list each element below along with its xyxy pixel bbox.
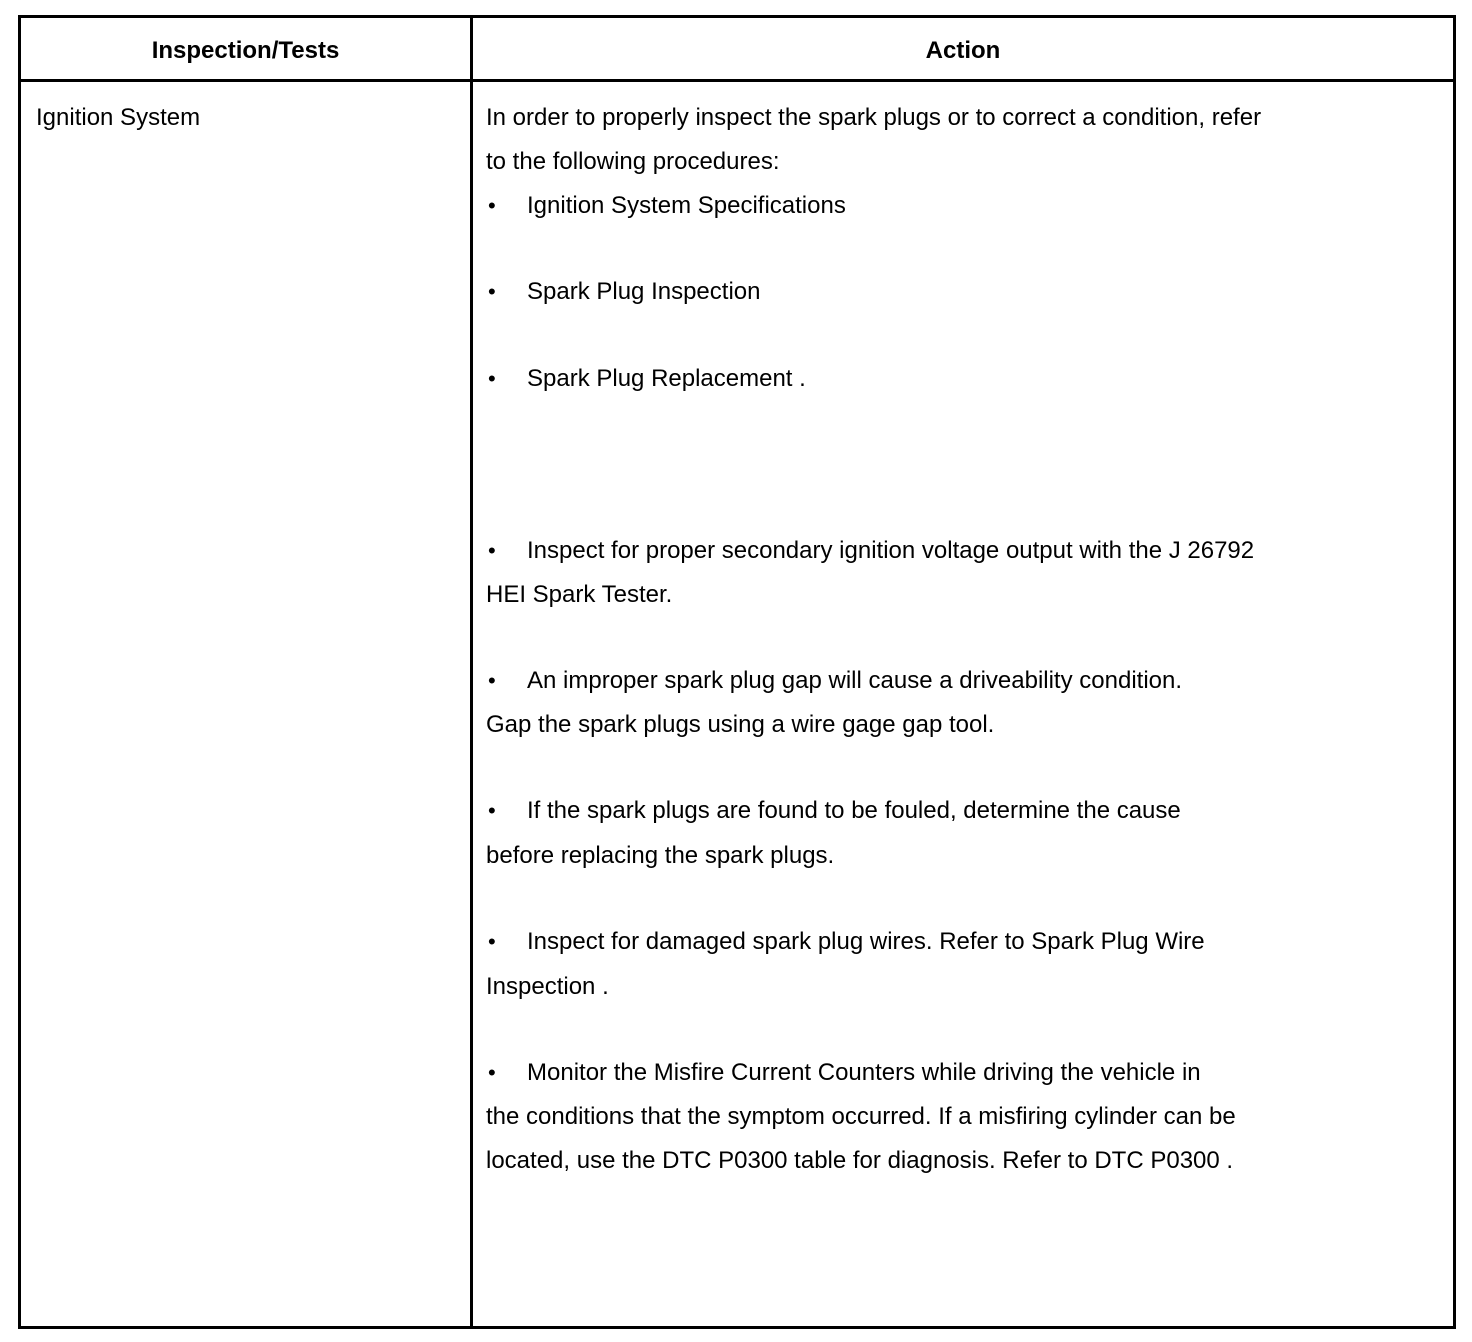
bullet-icon: •: [488, 668, 496, 693]
note-line: located, use the DTC P0300 table for diagnosis. Refer to DTC P0300 .: [486, 1147, 1234, 1174]
note-line: HEI Spark Tester.: [486, 581, 673, 608]
bullet-icon: •: [488, 366, 496, 391]
note-line: If the spark plugs are found to be fouled, determine the cause: [527, 797, 1181, 824]
inspection-cell: Ignition System: [36, 104, 201, 131]
intro-line: In order to properly inspect the spark plugs or to correct a condition, refer: [486, 104, 1262, 131]
note-line: An improper spark plug gap will cause a driveability condition.: [527, 667, 1183, 694]
bullet-icon: •: [488, 279, 496, 304]
note-line: Inspect for damaged spark plug wires. Refer to Spark Plug Wire: [527, 928, 1205, 955]
note-line: Inspect for proper secondary ignition voltage output with the J 26792: [527, 537, 1255, 564]
bullet-icon: •: [488, 1060, 496, 1085]
note-line: the conditions that the symptom occurred. If a misfiring cylinder can be: [486, 1103, 1236, 1130]
bullet-icon: •: [488, 798, 496, 823]
procedure-link[interactable]: Ignition System Specifications: [527, 192, 846, 219]
procedure-link[interactable]: Spark Plug Replacement .: [527, 365, 806, 392]
note-line: before replacing the spark plugs.: [486, 842, 835, 869]
column-divider: [470, 18, 473, 1326]
note-line: Inspection .: [486, 973, 609, 1000]
intro-line: to the following procedures:: [486, 148, 780, 175]
procedure-link[interactable]: Spark Plug Inspection: [527, 278, 761, 305]
header-divider: [21, 79, 1453, 82]
header-inspection-tests: Inspection/Tests: [151, 37, 340, 64]
bullet-icon: •: [488, 538, 496, 563]
bullet-icon: •: [488, 193, 496, 218]
header-action: Action: [925, 37, 1001, 64]
bullet-icon: •: [488, 929, 496, 954]
note-line: Gap the spark plugs using a wire gage gap tool.: [486, 711, 995, 738]
note-line: Monitor the Misfire Current Counters while driving the vehicle in: [527, 1059, 1201, 1086]
